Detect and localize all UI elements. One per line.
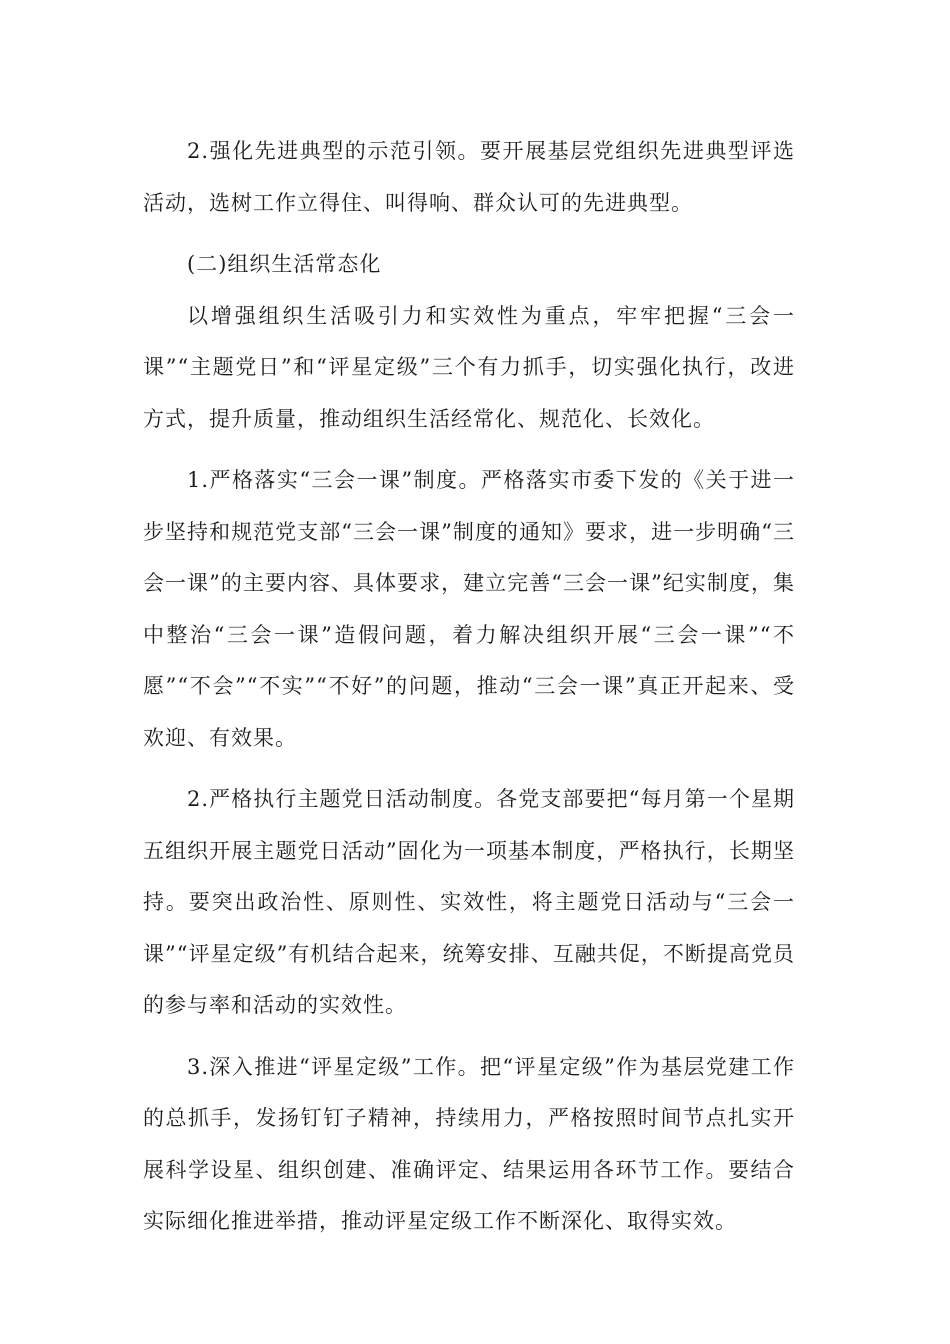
paragraph-organizational-life-intro: 以增强组织生活吸引力和实效性为重点，牢牢把握“三会一课”“主题党日”和“评星定级”三个有力抓手，切实强化执行，改进方式，提升质量，推动组织生活经常化、规范化、长效化。 xyxy=(143,303,795,431)
document-body xyxy=(143,126,795,1258)
section-heading-organizational-life: (二)组织生活常态化 xyxy=(187,252,382,276)
paragraph-theme-party-day: 2.严格执行主题党日活动制度。各党支部要把“每月第一个星期五组织开展主题党日活动”固化为一项基本制度，严格执行，长期坚持。要突出政治性、原则性、实效性，将主题党日活动与“三会一课”“评星定级”有机结合起来，统筹安排、互融共促，不断提高党员的参与率和活动的实效性。 xyxy=(143,787,795,1017)
paragraph-star-rating: 3.深入推进“评星定级”工作。把“评星定级”作为基层党建工作的总抓手，发扬钉钉子精神，持续用力，严格按照时间节点扎实开展科学设星、组织创建、准确评定、结果运用各环节工作。要结合实际细化推进举措，推动评星定级工作不断深化、取得实效。 xyxy=(143,1054,795,1233)
paragraph-typical-models: 2.强化先进典型的示范引领。要开展基层党组织先进典型评选活动，选树工作立得住、叫得响、群众认可的先进典型。 xyxy=(143,139,795,215)
paragraph-three-meetings-one-lesson: 1.严格落实“三会一课”制度。严格落实市委下发的《关于进一步坚持和规范党支部“三会一课”制度的通知》要求，进一步明确“三会一课”的主要内容、具体要求，建立完善“三会一课”纪实制度，集中整治“三会一课”造假问题，着力解决组织开展“三会一课”“不愿”“不会”“不实”“不好”的问题，推动“三会一课”真正开起来、受欢迎、有效果。 xyxy=(143,468,795,750)
